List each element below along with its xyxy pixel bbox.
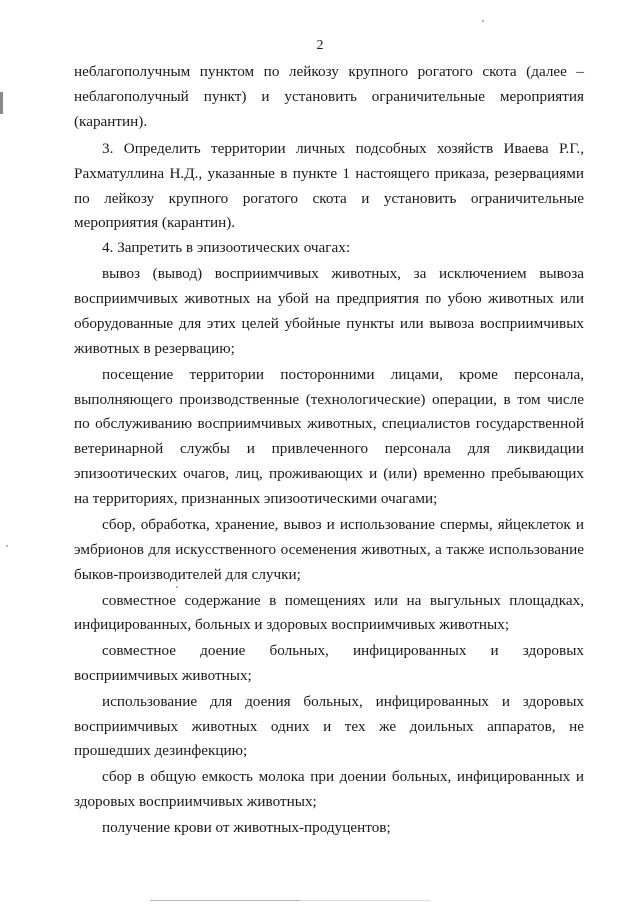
text-line: на территориях, признанных эпизоотическими очагами; bbox=[74, 490, 438, 507]
text-line: восприимчивых животных; bbox=[74, 667, 252, 684]
page-number: 2 bbox=[316, 38, 324, 53]
text-line: сбор, обработка, хранение, вывоз и использование спермы, яйцеклеток и bbox=[102, 516, 584, 533]
text-line: (карантин). bbox=[74, 113, 148, 130]
text-line: Рахматуллина Н.Д., указанные в пункте 1 настоящего приказа, резервациями bbox=[74, 165, 584, 182]
text-line: по обслуживанию восприимчивых животных, специалистов государственной bbox=[74, 415, 584, 432]
text-line: мероприятия (карантин). bbox=[74, 214, 236, 231]
text-line: прошедших дезинфекцию; bbox=[74, 742, 248, 759]
scan-edge-mark bbox=[0, 92, 3, 114]
text-line: животных в резервацию; bbox=[74, 340, 235, 357]
text-line: посещение территории посторонними лицами, кроме персонала, bbox=[102, 366, 584, 383]
text-line: восприимчивых животных на убой на предприятия по убою животных или bbox=[74, 290, 584, 307]
scan-artifact bbox=[6, 545, 8, 547]
text-line: восприимчивых животных одних и тех же доильных аппаратов, не bbox=[74, 718, 584, 735]
text-line: вывоз (вывод) восприимчивых животных, за исключением вывоза bbox=[102, 265, 584, 282]
text-line: использование для доения больных, инфицированных и здоровых bbox=[102, 693, 584, 710]
text-line: эмбрионов для искусственного осеменения животных, а также использование bbox=[74, 541, 584, 558]
text-line: 4. Запретить в эпизоотических очагах: bbox=[102, 239, 351, 256]
text-line: эпизоотических очагов, лиц, проживающих и (или) временно пребывающих bbox=[74, 465, 584, 482]
text-line: оборудованные для этих целей убойные пункты или вывоза восприимчивых bbox=[74, 315, 584, 332]
text-line: получение крови от животных-продуцентов; bbox=[102, 819, 391, 836]
text-line: совместное доение больных, инфицированных и здоровых bbox=[102, 642, 584, 659]
text-line: совместное содержание в помещениях или на выгульных площадках, bbox=[102, 592, 584, 609]
text-line: выполняющего производственные (технологические) операции, в том числе bbox=[74, 391, 584, 408]
text-line: 3. Определить территории личных подсобных хозяйств Иваева Р.Г., bbox=[102, 140, 584, 157]
text-line: инфицированных, больных и здоровых восприимчивых животных; bbox=[74, 616, 510, 633]
text-line: неблагополучным пунктом по лейкозу крупного рогатого скота (далее – bbox=[74, 63, 584, 80]
scan-bottom-rule bbox=[300, 900, 430, 901]
scan-artifact bbox=[176, 586, 178, 588]
text-line: ветеринарной службы и привлеченного персонала для ликвидации bbox=[74, 440, 584, 457]
text-line: сбор в общую емкость молока при доении больных, инфицированных и bbox=[102, 768, 584, 785]
text-line: по лейкозу крупного рогатого скота и установить ограничительные bbox=[74, 190, 584, 207]
scan-bottom-rule bbox=[150, 900, 300, 901]
text-line: здоровых восприимчивых животных; bbox=[74, 793, 317, 810]
text-line: неблагополучный пункт) и установить ограничительные мероприятия bbox=[74, 88, 584, 105]
text-line: быков-производителей для случки; bbox=[74, 566, 301, 583]
scan-artifact bbox=[482, 20, 484, 22]
